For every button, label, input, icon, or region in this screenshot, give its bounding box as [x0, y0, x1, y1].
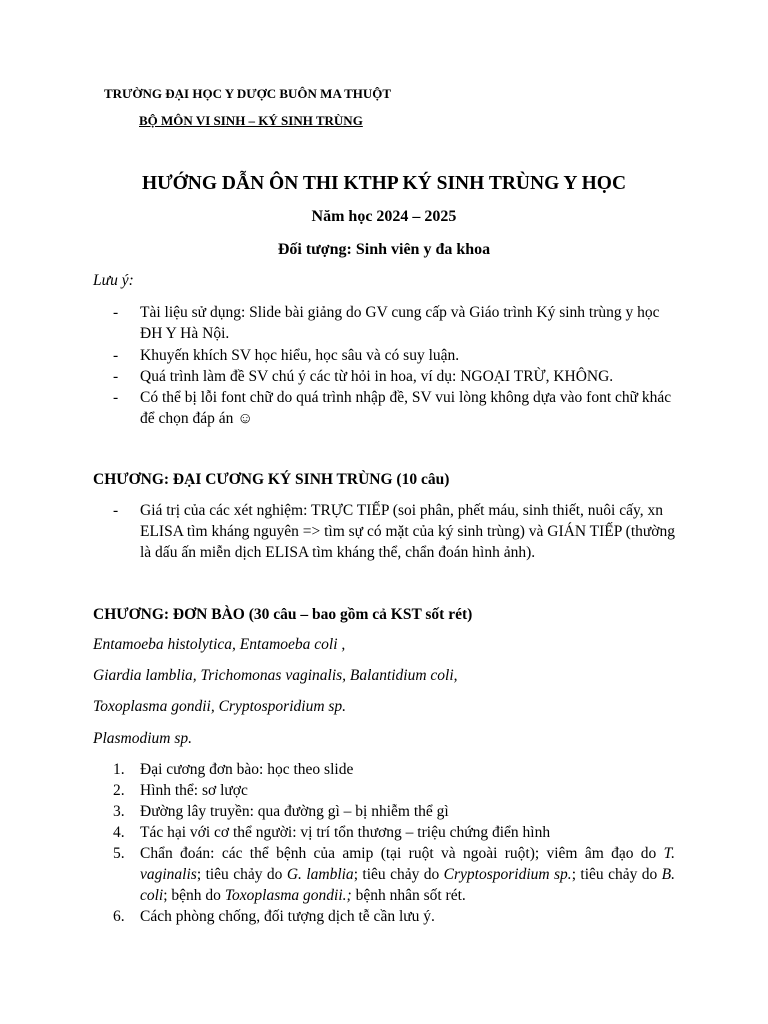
item-text: ; tiêu chảy do — [571, 866, 662, 883]
item-text: Chẩn đoán: các thể bệnh của amip (tại ruột và ngoài ruột); viêm âm đạo do — [140, 845, 664, 862]
chapter-item: Giá trị của các xét nghiệm: TRỰC TIẾP (soi phân, phết máu, sinh thiết, nuôi cấy, xn ELISA tìm kháng nguyên => tìm sự có mặt của ký sinh trùng) và GIÁN TIẾP (thường là dấu ấn miễn dịch ELISA tìm kháng thể, chẩn đoán hình ảnh). — [140, 502, 675, 561]
list-number: 3. — [113, 803, 125, 820]
item-text: ; tiêu chảy do — [353, 866, 444, 883]
chapter-heading: CHƯƠNG: ĐƠN BÀO (30 câu – bao gồm cả KST sốt rét) — [93, 606, 473, 623]
item-text: bệnh nhân sốt rét. — [351, 887, 466, 904]
bullet-marker: - — [113, 389, 119, 406]
list-item: Hình thể: sơ lược — [140, 782, 248, 799]
item-text: ; bệnh do — [163, 887, 225, 904]
note-item: Tài liệu sử dụng: Slide bài giảng do GV cung cấp và Giáo trình Ký sinh trùng y học ĐH Y Hà Nội. — [140, 304, 660, 342]
bullet-marker: - — [113, 502, 119, 519]
bullet-marker: - — [113, 304, 119, 321]
list-number: 5. — [113, 845, 125, 862]
species-name: Cryptosporidium sp. — [443, 866, 572, 883]
list-item: Đại cương đơn bào: học theo slide — [140, 761, 354, 778]
list-number: 6. — [113, 908, 125, 925]
item-text: ; tiêu chảy do — [196, 866, 287, 883]
species-line: Entamoeba histolytica, Entamoeba coli , — [93, 636, 346, 653]
species-name: T. vaginalis — [140, 845, 675, 883]
bullet-marker: - — [113, 368, 119, 385]
species-line: Giardia lamblia, Trichomonas vaginalis, Balantidium coli, — [93, 667, 458, 684]
chapter-heading: CHƯƠNG: ĐẠI CƯƠNG KÝ SINH TRÙNG (10 câu) — [93, 471, 450, 488]
species-line: Plasmodium sp. — [93, 730, 193, 747]
bullet-marker: - — [113, 347, 119, 364]
school-name: TRƯỜNG ĐẠI HỌC Y DƯỢC BUÔN MA THUỘT — [104, 86, 392, 101]
note-item: Có thể bị lỗi font chữ do quá trình nhập đề, SV vui lòng không dựa vào font chữ khác để chọn đáp án ☺ — [140, 389, 672, 427]
species-line: Toxoplasma gondii, Cryptosporidium sp. — [93, 698, 347, 715]
list-item: Tác hại với cơ thể người: vị trí tổn thương – triệu chứng điển hình — [140, 824, 551, 841]
species-name: B. coli — [140, 866, 676, 904]
department-name: BỘ MÔN VI SINH – KÝ SINH TRÙNG — [139, 113, 363, 128]
note-item: Khuyến khích SV học hiểu, học sâu và có suy luận. — [140, 347, 460, 364]
audience: Đối tượng: Sinh viên y đa khoa — [277, 241, 491, 258]
species-name: Toxoplasma gondii.; — [224, 887, 352, 904]
note-item: Quá trình làm đề SV chú ý các từ hỏi in hoa, ví dụ: NGOẠI TRỪ, KHÔNG. — [140, 368, 614, 385]
note-label: Lưu ý: — [93, 272, 134, 289]
list-number: 4. — [113, 824, 125, 841]
list-item: Cách phòng chống, đối tượng dịch tễ cần lưu ý. — [140, 908, 435, 925]
document-title: HƯỚNG DẪN ÔN THI KTHP KÝ SINH TRÙNG Y HỌC — [141, 173, 627, 194]
academic-year: Năm học 2024 – 2025 — [311, 208, 457, 225]
list-item: Đường lây truyền: qua đường gì – bị nhiễm thể gì — [140, 803, 449, 820]
list-item-diagnosis — [140, 843, 675, 906]
list-number: 1. — [113, 761, 125, 778]
species-name: G. lamblia — [286, 866, 354, 883]
list-number: 2. — [113, 782, 125, 799]
